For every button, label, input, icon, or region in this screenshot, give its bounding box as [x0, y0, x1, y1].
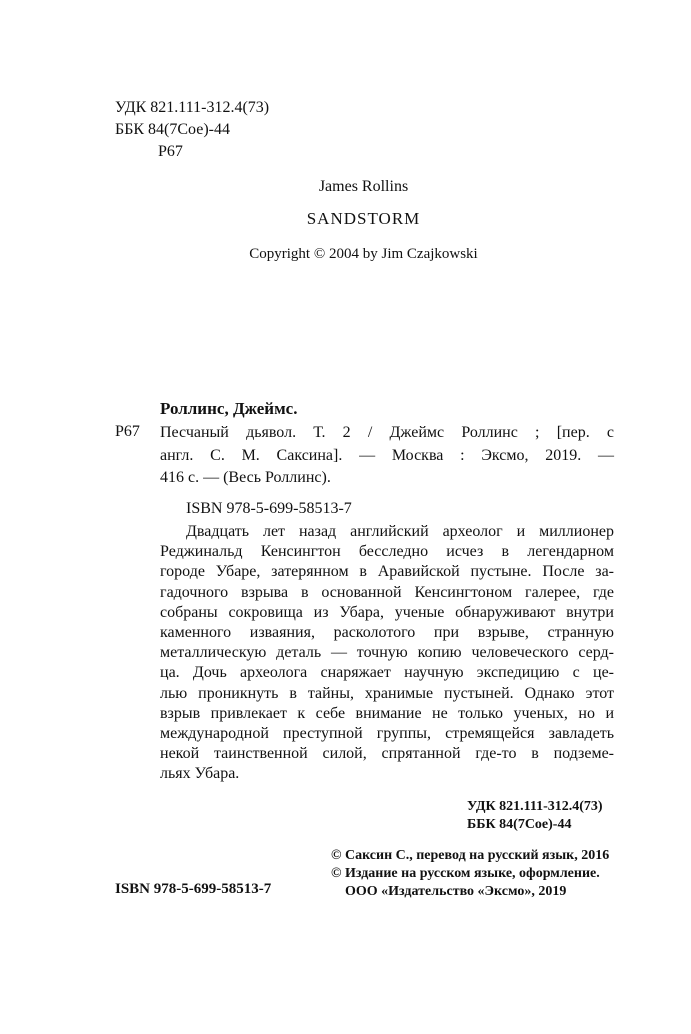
footer-rights-line: © Саксин С., перевод на русский язык, 2016 [331, 848, 610, 863]
original-title: SANDSTORM [306, 209, 421, 228]
annotation-line: ца. Дочь археолога снаряжает научную экспедицию с це- [160, 664, 614, 682]
catalog-desc-line: 416 с. — (Весь Роллинс). [160, 469, 331, 486]
annotation-line: лью проникнуть в тайны, хранимые пустыней. Однако этот [160, 684, 614, 702]
footer-rights-line: © Издание на русском языке, оформление. [331, 866, 600, 881]
header-bbk: ББК 84(7Сое)-44 [115, 121, 230, 138]
header-author-mark: Р67 [158, 143, 183, 160]
catalog-description [160, 422, 614, 490]
footer-isbn: ISBN 978-5-699-58513-7 [115, 881, 272, 897]
catalog-isbn: ISBN 978-5-699-58513-7 [186, 500, 352, 517]
annotation-line: Двадцать лет назад английский археолог и миллионер [186, 523, 614, 540]
footer-udk: УДК 821.111-312.4(73) [467, 799, 603, 814]
catalog-mark: Р67 [115, 423, 140, 440]
annotation-line: льях Убара. [160, 765, 240, 783]
annotation-line: каменного изваяния, расколотого при взрыве, странную [160, 624, 614, 642]
annotation-line: городе Убаре, затерянном в Аравийской пустыне. После за- [160, 563, 614, 581]
annotation [160, 522, 614, 785]
annotation-line: металлическую деталь — точную копию человеческого серд- [160, 644, 614, 662]
original-author: James Rollins [318, 178, 409, 195]
annotation-line: взрыв привлекает к себе внимание не только ученых, но и [160, 704, 614, 722]
annotation-line: гадочного взрыва в основанной Кенсингтоном галерее, где [160, 583, 614, 601]
catalog-heading: Роллинс, Джеймс. [160, 399, 298, 418]
annotation-line: международной преступной группы, стремящейся завладеть [160, 725, 614, 743]
annotation-line: собраны сокровища из Убара, ученые обнаруживают внутри [160, 603, 614, 621]
original-copyright: Copyright © 2004 by Jim Czajkowski [249, 246, 478, 262]
catalog-desc-line: англ. С. М. Саксина]. — Москва : Эксмо, 2019. — [160, 446, 614, 464]
annotation-line: некой таинственной силой, спрятанной где-то в подземе- [160, 745, 614, 763]
footer-rights-line: ООО «Издательство «Эксмо», 2019 [345, 884, 567, 899]
footer-bbk: ББК 84(7Сое)-44 [467, 817, 572, 832]
catalog-desc-line: Песчаный дьявол. Т. 2 / Джеймс Роллинс ; [пер. с [160, 424, 614, 441]
annotation-line: Реджинальд Кенсингтон бесследно исчез в легендарном [160, 543, 614, 561]
header-udk: УДК 821.111-312.4(73) [115, 99, 270, 116]
